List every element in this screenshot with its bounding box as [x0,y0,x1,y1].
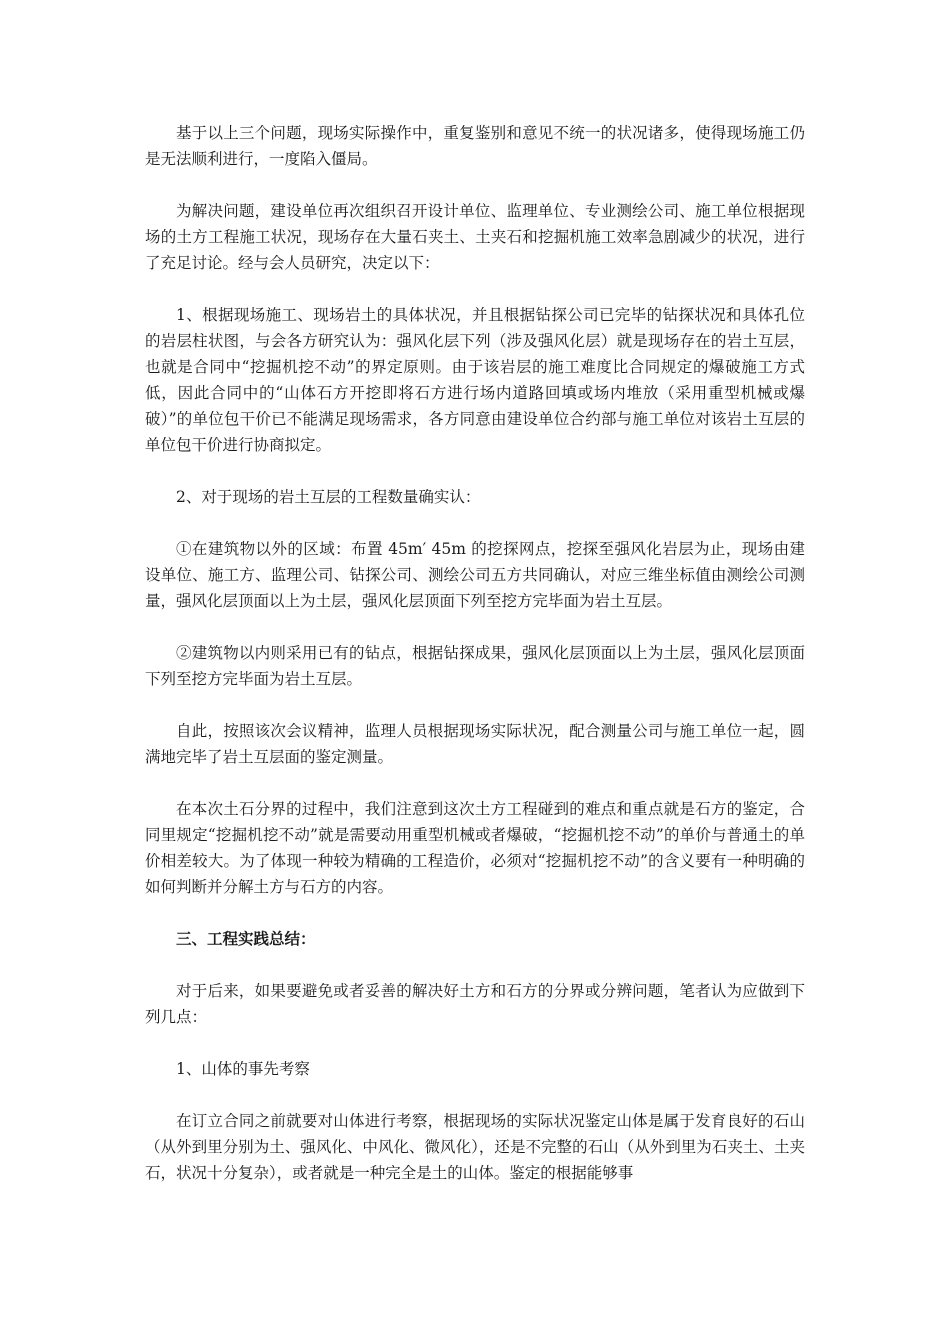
paragraph-inside-buildings: ②建筑物以内则采用已有的钻点，根据钻探成果，强风化层顶面以上为土层，强风化层顶面下列至挖方完毕面为岩土互层。 [145,644,805,688]
paragraph-difficulty-analysis: 在本次土石分界的过程中，我们注意到这次土方工程碰到的难点和重点就是石方的鉴定，合同里规定“挖掘机挖不动”就是需要动用重型机械或者爆破，“挖掘机挖不动”的单价与普通土的单价相差较大。为了体现一种较为精确的工程造价，必须对“挖掘机挖不动”的含义要有一种明确的如何判断并分解土方与石方的内容。 [145,800,805,896]
paragraph-recommendations-intro: 对于后来，如果要避免或者妥善的解决好土方和石方的分界或分辨问题，笔者认为应做到下列几点： [145,982,805,1026]
paragraph-deadlock-summary: 基于以上三个问题，现场实际操作中，重复鉴别和意见不统一的状况诸多，使得现场施工仍是无法顺利进行，一度陷入僵局。 [145,124,805,168]
paragraph-meeting-organized: 为解决问题，建设单位再次组织召开设计单位、监理单位、专业测绘公司、施工单位根据现场的土方工程施工状况，现场存在大量石夹土、土夹石和挖掘机施工效率急剧减少的状况，进行了充足讨论。经与会人员研究，决定以下： [145,202,805,272]
paragraph-mountain-inspection: 在订立合同之前就要对山体进行考察，根据现场的实际状况鉴定山体是属于发育良好的石山（从外到里分别为土、强风化、中风化、微风化），还是不完整的石山（从外到里为石夹土、土夹石，状况十分复杂），或者就是一种完全是土的山体。鉴定的根据能够事 [145,1112,805,1182]
paragraph-item-1-title: 1、山体的事先考察 [176,1060,310,1078]
paragraph-decision-1: 1、根据现场施工、现场岩土的具体状况，并且根据钻探公司已完毕的钻探状况和具体孔位的岩层柱状图，与会各方研究认为：强风化层下列（涉及强风化层）就是现场存在的岩土互层，也就是合同中“挖掘机挖不动”的界定原则。由于该岩层的施工难度比合同规定的爆破施工方式低，因此合同中的“山体石方开挖即将石方进行场内道路回填或场内堆放（采用重型机械或爆破）”的单位包干价已不能满足现场需求，各方同意由建设单位合约部与施工单位对该岩土互层的单位包干价进行协商拟定。 [145,306,805,454]
section-heading-summary: 三、工程实践总结： [176,929,316,948]
document-body [145,120,805,1212]
paragraph-decision-2: 2、对于现场的岩土互层的工程数量确实认： [176,488,481,506]
paragraph-survey-completed: 自此，按照该次会议精神，监理人员根据现场实际状况，配合测量公司与施工单位一起，圆满地完毕了岩土互层面的鉴定测量。 [145,722,805,766]
paragraph-outside-buildings: ①在建筑物以外的区域：布置 45m′ 45m 的挖探网点，挖探至强风化岩层为止，现场由建设单位、施工方、监理公司、钻探公司、测绘公司五方共同确认，对应三维坐标值由测绘公司测量，强风化层顶面以上为土层，强风化层顶面下列至挖方完毕面为岩土互层。 [145,540,805,610]
